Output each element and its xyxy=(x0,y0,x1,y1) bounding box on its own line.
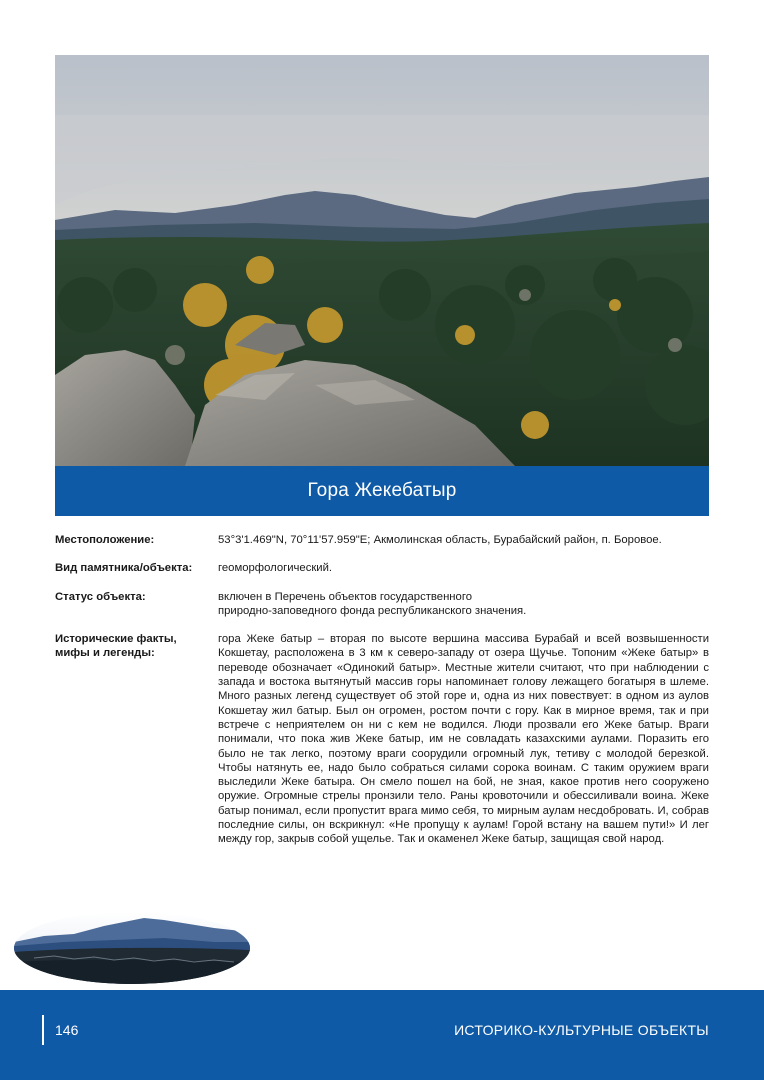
section-title: ИСТОРИКО-КУЛЬТУРНЫЕ ОБЪЕКТЫ xyxy=(454,1022,709,1038)
type-line: геоморфологический. xyxy=(218,562,333,575)
location-label: Местоположение: xyxy=(55,534,155,546)
info-row-type xyxy=(55,561,709,575)
info-row-status xyxy=(55,590,709,619)
history-label-line-1: Исторические факты, xyxy=(55,633,177,646)
footer xyxy=(0,990,764,1080)
status-line-1: включен в Перечень объектов государственного xyxy=(218,590,472,603)
history-label xyxy=(55,632,218,846)
footer-divider xyxy=(42,1015,44,1045)
info-row-location xyxy=(55,533,709,547)
page-number: 146 xyxy=(55,1022,79,1038)
status-label: Статус объекта: xyxy=(55,590,146,603)
hero-photo xyxy=(55,55,709,466)
mountain-thumbnail-image xyxy=(14,912,250,984)
mountain-thumbnail xyxy=(14,912,250,984)
history-label-line-2: мифы и легенды: xyxy=(55,647,155,660)
page-title: Гора Жекебатыр xyxy=(307,480,457,501)
status-value xyxy=(218,590,709,619)
location-value xyxy=(218,533,709,547)
info-table xyxy=(55,533,709,861)
status-line-2: природно-заповедного фонда республиканского значения. xyxy=(218,604,527,617)
title-bar xyxy=(55,466,709,516)
type-label: Вид памятника/объекта: xyxy=(55,562,193,575)
history-text: гора Жеке батыр – вторая по высоте вершина массива Бурабай и всей возвышенности Кокшетау, расположена в 3 км к северо-западу от озера Щучье. Топоним «Жеке батыр» в переводе обозначает «Одинокий батыр». Местные жители считают, что при наблюдении с запада и востока вытянутый массив горы напоминает голову лежащего богатыря в шлеме. Много разных легенд существует об этой горе и, одна из них повествует: в одном из аулов Кокшетау жил батыр. Был он огромен, ростом почти с гору. Как в мирное время, так и при встрече с неприятелем он ни с кем не водился. Люди прозвали его Жеке батыр. Враги понимали, что пока жив Жеке батыр, им не совладать казахскими аулами. Поразить его было не так легко, поэтому враги соорудили огромный лук, тетиву с молодой березкой. Чтобы натянуть ее, надо было собраться силами сорока воинам. С таким оружием враги выследили Жеке батыра. Он смело пошел на бой, не зная, какое против него сооружено оружие. Огромные стрелы пронзили тело. Раны кровоточили и обессиливали воина. Жеке батыр понимал, если пропустит врага мимо себя, то мирным аулам несдобровать. И, собрав последние силы, он вскрикнул: «Не пропущу к аулам! Горой встану на вашем пути!» И лег между гор, закрыв собой ущелье. Так и окаменел Жеке батыр, защищая свой народ. xyxy=(218,633,709,846)
info-row-history xyxy=(55,632,709,846)
type-value xyxy=(218,561,709,575)
location-line: 53°3'1.469"N, 70°11'57.959"E; Акмолинская область, Бурабайский район, п. Боровое. xyxy=(218,534,662,546)
mountain-landscape-image xyxy=(55,55,709,466)
